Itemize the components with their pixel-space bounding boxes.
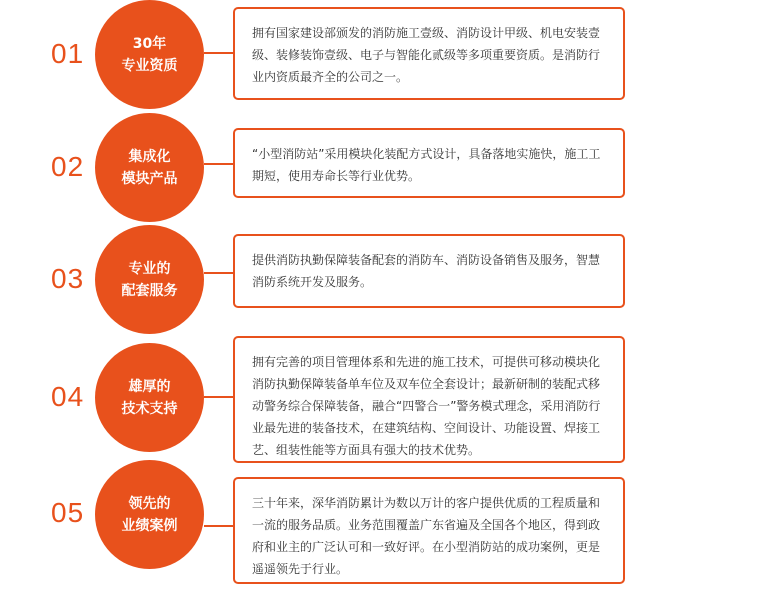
feature-circle: [95, 460, 204, 569]
feature-title-line1: 专业的: [128, 260, 171, 277]
feature-title-line1: 领先的: [128, 495, 171, 512]
item-number: 03: [51, 263, 85, 294]
feature-title-line2: 配套服务: [121, 282, 178, 299]
description-text: “小型消防站”采用模块化装配方式设计，具备落地实施快，施工工期短，使用寿命长等行业优势。: [252, 147, 601, 183]
feature-title-line1: 30年: [132, 35, 167, 52]
item-number: 05: [51, 497, 85, 528]
item-number: 04: [51, 381, 85, 412]
feature-title-line2: 专业资质: [121, 57, 178, 74]
description-text: 拥有完善的项目管理体系和先进的施工技术，可提供可移动模块化消防执勤保障装备单车位及双车位全套设计；最新研制的装配式移动警务综合保障装备，融合“四警合一”警务模式理念，采用消防行业最先进的装备技术，在建筑结构、空间设计、功能设置、焊接工艺、组装性能等方面具有强大的技术优势。: [252, 355, 601, 457]
description-text: 提供消防执勤保障装备配套的消防车、消防设备销售及服务，智慧消防系统开发及服务。: [252, 253, 601, 289]
item-number: 01: [51, 38, 85, 69]
description-text: 拥有国家建设部颁发的消防施工壹级、消防设计甲级、机电安装壹级、装修装饰壹级、电子与智能化贰级等多项重要资质。是消防行业内资质最齐全的公司之一。: [252, 26, 601, 84]
connector-line: [204, 525, 233, 527]
feature-title-line2: 模块产品: [121, 170, 178, 187]
feature-title-line2: 技术支持: [121, 400, 178, 417]
feature-title-line1: 集成化: [128, 148, 171, 165]
item-number: 02: [51, 151, 85, 182]
feature-title-line2: 业绩案例: [121, 517, 178, 534]
description-text: 三十年来，深华消防累计为数以万计的客户提供优质的工程质量和一流的服务品质。业务范围覆盖广东省遍及全国各个地区，得到政府和业主的广泛认可和一致好评。在小型消防站的成功案例，更是遥遥领先于行业。: [252, 496, 601, 576]
description-box: [233, 477, 625, 584]
feature-title-line1: 雄厚的: [128, 378, 171, 395]
